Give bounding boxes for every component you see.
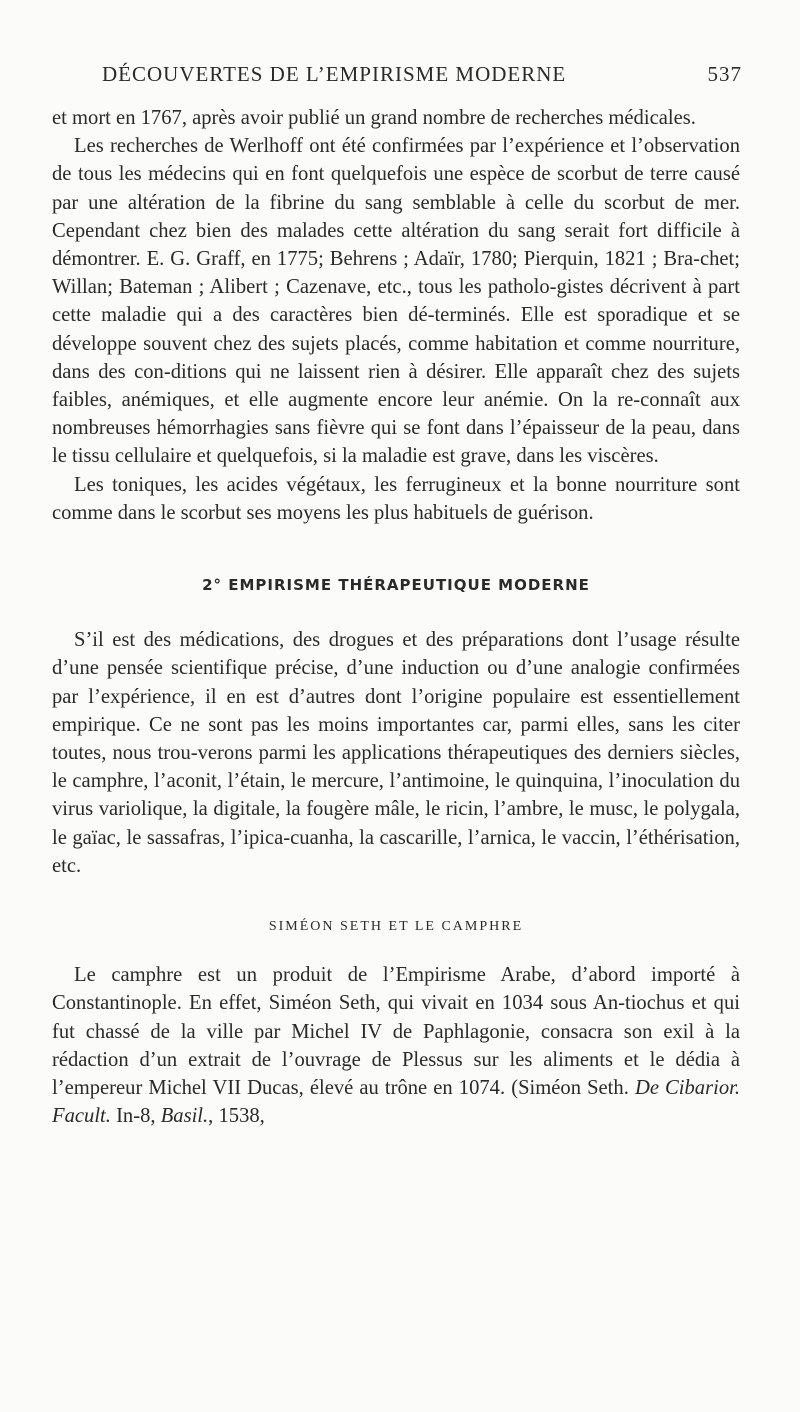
paragraph-camphre [52, 961, 740, 1130]
book-place: Basil. [160, 1105, 209, 1128]
paragraph-continuation: et mort en 1767, après avoir publié un grand nombre de recherches médicales. [52, 107, 696, 129]
page-header [52, 62, 742, 92]
paragraph-empirisme: S’il est des médications, des drogues et des préparations dont l’usage résulte d’une pensée scientifique précise, d’une induction ou d’une analogie confirmées par l’expérience, il en est d’autres dont l’origine populaire est essentiellement empirique. Ce ne sont pas les moins importantes car, parmi elles, sans les citer toutes, nous trou-verons parmi les applications thérapeutiques des derniers siècles, le camphre, l’aconit, l’étain, le mercure, l’antimoine, le quinquina, l’inoculation du virus variolique, la digitale, la fougère mâle, le ricin, l’ambre, le musc, le polygala, le gaïac, le sassafras, l’ipica-cuanha, la cascarille, l’arnica, le vaccin, l’éthérisation, etc. [52, 629, 740, 877]
running-title: DÉCOUVERTES DE L’EMPIRISME MODERNE [102, 62, 567, 86]
book-format: In-8, [116, 1105, 156, 1128]
paragraph-treatment: Les toniques, les acides végétaux, les ferrugineux et la bonne nourriture sont comme dans le scorbut ses moyens les plus habituels de guérison. [52, 473, 740, 524]
subsection-heading: SIMÉON SETH ET LE CAMPHRE [268, 919, 524, 935]
page-body [52, 104, 740, 1131]
section-heading: 2° EMPIRISME THÉRAPEUTIQUE MODERNE [202, 576, 590, 595]
paragraph-werlhoff: Les recherches de Werlhoff ont été confirmées par l’expérience et l’observation de tous les médecins qui en font quelquefois une espèce de scorbut de terre causé par une altération de la fibrine du sang semblable à celle du scorbut de mer. Cependant chez bien des malades cette altération du sang serait fort difficile à démontrer. E. G. Graff, en 1775; Behrens ; Adaïr, 1780; Pierquin, 1821 ; Bra-chet; Willan; Bateman ; Alibert ; Cazenave, etc., tous les patholo-gistes décrivent à part cette maladie qui a des caractères bien dé-terminés. Elle est sporadique et se développe souvent chez des sujets placés, comme habitation et comme nourriture, dans des con-ditions qui ne laissent rien à désirer. Elle apparaît chez des sujets faibles, anémiques, et elle augmente encore leur anémie. On la re-connaît aux nombreuses hémorrhagies sans fièvre qui se font dans l’épaisseur de la peau, dans le tissu cellulaire et quelquefois, si la maladie est grave, dans les viscères. [52, 135, 740, 468]
book-year: , 1538, [208, 1105, 265, 1128]
camphre-text: Le camphre est un produit de l’Empirisme Arabe, d’abord importé à Constantinople. En effet, Siméon Seth, qui vivait en 1034 sous An-tiochus et qui fut chassé de la ville par Michel IV de Paphlagonie, consacra son exil à la rédaction d’un extrait de l’ouvrage de Plessus sur les aliments et le dédia à l’empereur Michel VII Ducas, élevé au trône en 1074. (Siméon Seth. [52, 964, 740, 1100]
book-title: De Cibarior. Facult. [52, 1077, 741, 1128]
page-number: 537 [707, 62, 742, 86]
